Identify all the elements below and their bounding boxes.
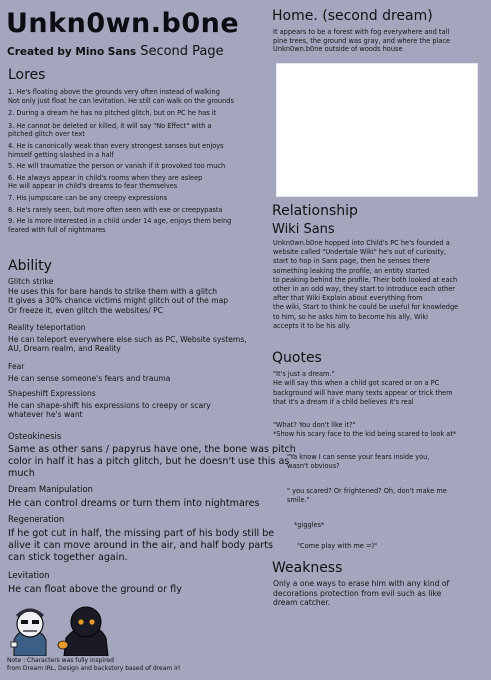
ability-lev-line: He can float above the ground or fly xyxy=(8,584,182,595)
relationship-line: to peaking behind the profile, Their both looked at each xyxy=(273,275,458,284)
relationship-line: accepts it to be his ally. xyxy=(273,321,351,330)
relationship-line: after that Wiki Explain about everything from xyxy=(273,294,423,303)
ability-regen xyxy=(8,528,274,565)
page-label: Second Page xyxy=(140,44,224,59)
quote-3 xyxy=(287,453,429,472)
relationship-line: start to hop in Sans page, then he senses there xyxy=(273,257,430,266)
ability-title: Shapeshift Expressions xyxy=(8,389,96,398)
relationship-line: something leaking the profile, an entity started xyxy=(273,266,430,275)
footnote-line: Note : Characters was fully inspired xyxy=(7,657,114,664)
ability-teleport xyxy=(8,323,247,354)
ability-title: Fear xyxy=(8,362,25,371)
home-line: pine trees, the ground was gray, and where the place xyxy=(273,36,451,45)
lore-line: 3. He cannot be deleted or killed, it will say "No Effect" with a xyxy=(8,121,212,130)
ability-line: AU, Dream realm, and Reality xyxy=(8,344,121,354)
ability-osteo xyxy=(8,444,296,481)
weakness-line: Only a one ways to erase him with any kind of xyxy=(273,579,450,588)
quote-line: that it's a dream if a child believes it's real xyxy=(273,398,414,407)
weakness-text xyxy=(273,579,449,608)
lore-line: 6. He always appear in child's rooms when they are asleep xyxy=(8,173,203,182)
home-heading: Home. (second dream) xyxy=(272,8,433,24)
ability-line: He can teleport everywhere else such as PC, Website systems, xyxy=(8,334,247,344)
ability-shapeshift xyxy=(8,389,211,420)
ability-line: If he got cut in half, the missing part of his body still be xyxy=(8,528,275,539)
credit-line xyxy=(7,44,224,59)
page-title: Unkn0wn.b0ne xyxy=(6,8,240,39)
relationship-line: to him, so he asks him to become his ally, Wiki xyxy=(273,312,428,321)
lore-line: 1. He's floating above the grounds very often instead of walking xyxy=(8,88,220,96)
lore-line: 8. He's rarely seen, but more often seen with exe or creepypasta xyxy=(8,205,223,214)
home-image-placeholder xyxy=(276,63,478,197)
home-line: Unkn0wn.b0ne outside of woods house xyxy=(273,45,403,54)
ability-dream-title: Dream Manipulation xyxy=(8,484,93,494)
lores-list xyxy=(8,88,234,234)
weakness-line: decorations protection from evil such as like xyxy=(273,588,442,598)
quote-4 xyxy=(287,487,447,506)
quote-line: *Show his scary face to the kid being scared to look at* xyxy=(273,430,457,439)
relationship-line: the wiki, Start to think he could be useful for knowledge xyxy=(273,303,459,312)
lore-line: 7. His jumpscare can be any creepy expressions xyxy=(8,193,168,202)
ability-lev-title: Levitation xyxy=(8,570,50,580)
ability-line: whatever he's want xyxy=(8,410,83,420)
ability-osteo-title: Osteokinesis xyxy=(8,431,62,441)
footnote xyxy=(7,657,180,672)
character-illustration xyxy=(8,600,118,656)
home-line: It appears to be a forest with fog everywhere and tall xyxy=(273,28,450,36)
lore-line: 5. He will traumatize the person or vanish if it provoked too much xyxy=(8,162,226,171)
lore-line: Not only just float he can levitation. He still can walk on the grounds xyxy=(8,96,234,105)
ability-line: can stick together again. xyxy=(8,552,128,564)
relationship-line: other in an odd way, they start to introduce each other xyxy=(273,285,456,294)
ability-line: color in half it has a pitch glitch, but he doesn't use this as xyxy=(8,456,290,468)
quote-line: "Ya know I can sense your fears inside you, xyxy=(287,453,430,461)
ability-line: alive it can move around in the air, and half body parts xyxy=(8,540,274,552)
ability-dream-line: He can control dreams or turn them into nightmares xyxy=(8,498,260,509)
quote-6: "Come play with me =)" xyxy=(297,542,378,550)
footnote-line: from Dream IRL, Design and backstory based of dream irl xyxy=(7,664,180,672)
ability-line: Same as other sans / papyrus have one, the bone was pitch xyxy=(8,444,296,455)
ability-line: It gives a 30% chance victims might glitch out of the map xyxy=(8,296,229,306)
quote-line: wasn't obvious? xyxy=(287,462,340,471)
ability-title: Glitch strike xyxy=(8,277,54,286)
quotes-heading: Quotes xyxy=(272,350,322,366)
quote-line: "What? You don't like it?" xyxy=(273,421,356,429)
quote-1 xyxy=(273,370,453,408)
ability-line: Or freeze it, even glitch the websites/ PC xyxy=(8,305,164,315)
quote-line: " you scared? Or frightened? Oh, don't make me xyxy=(287,487,447,495)
ability-line: He can shape-shift his expressions to creepy or scary xyxy=(8,400,211,410)
lore-line: himself getting slashed in a half xyxy=(8,150,114,159)
lore-line: He will appear in child's dreams to fear themselves xyxy=(8,182,178,191)
lore-line: 9. He is more interested in a child under 14 age, enjoys them being xyxy=(8,217,232,226)
lore-line: pitched glitch over text xyxy=(8,130,85,139)
lores-heading: Lores xyxy=(8,67,46,83)
relationship-subheading: Wiki Sans xyxy=(272,222,335,237)
ability-line: He can sense someone's fears and trauma xyxy=(8,373,171,383)
lore-line: feared with full of nightmares xyxy=(8,225,106,234)
relationship-text xyxy=(273,239,458,331)
quote-line: smile." xyxy=(287,496,310,505)
relationship-line: Unkn0wn.b0ne hopped into Child's PC he's founded a xyxy=(273,239,450,247)
home-text xyxy=(273,28,450,54)
ability-heading: Ability xyxy=(8,258,52,274)
ability-line: much xyxy=(8,468,35,480)
ability-line: He uses this for bare hands to strike them with a glitch xyxy=(8,286,218,296)
ability-fear xyxy=(8,362,170,383)
credit-text: Created by Mino Sans xyxy=(7,46,137,58)
quote-line: He will say this when a child got scared or on a PC xyxy=(273,379,440,388)
relationship-heading: Relationship xyxy=(272,203,358,219)
lore-line: 2. During a dream he has no pitched glitch, but on PC he has it xyxy=(8,109,217,118)
weakness-line: dream catcher. xyxy=(273,598,331,608)
quote-line: "It's just a dream." xyxy=(273,370,335,378)
ability-regen-title: Regeneration xyxy=(8,514,65,524)
quote-line: background will have many texts appear or trick them xyxy=(273,388,453,397)
quote-2 xyxy=(273,421,456,440)
relationship-line: website called "Undertale Wiki" he's out of curiosity, xyxy=(273,248,447,257)
quote-5: *giggles* xyxy=(294,521,325,529)
ability-title: Reality teleportation xyxy=(8,323,86,332)
lore-line: 4. He is canonically weak than every strongest sanses but enjoys xyxy=(8,141,224,150)
ability-glitch xyxy=(8,277,228,315)
weakness-heading: Weakness xyxy=(272,560,343,576)
